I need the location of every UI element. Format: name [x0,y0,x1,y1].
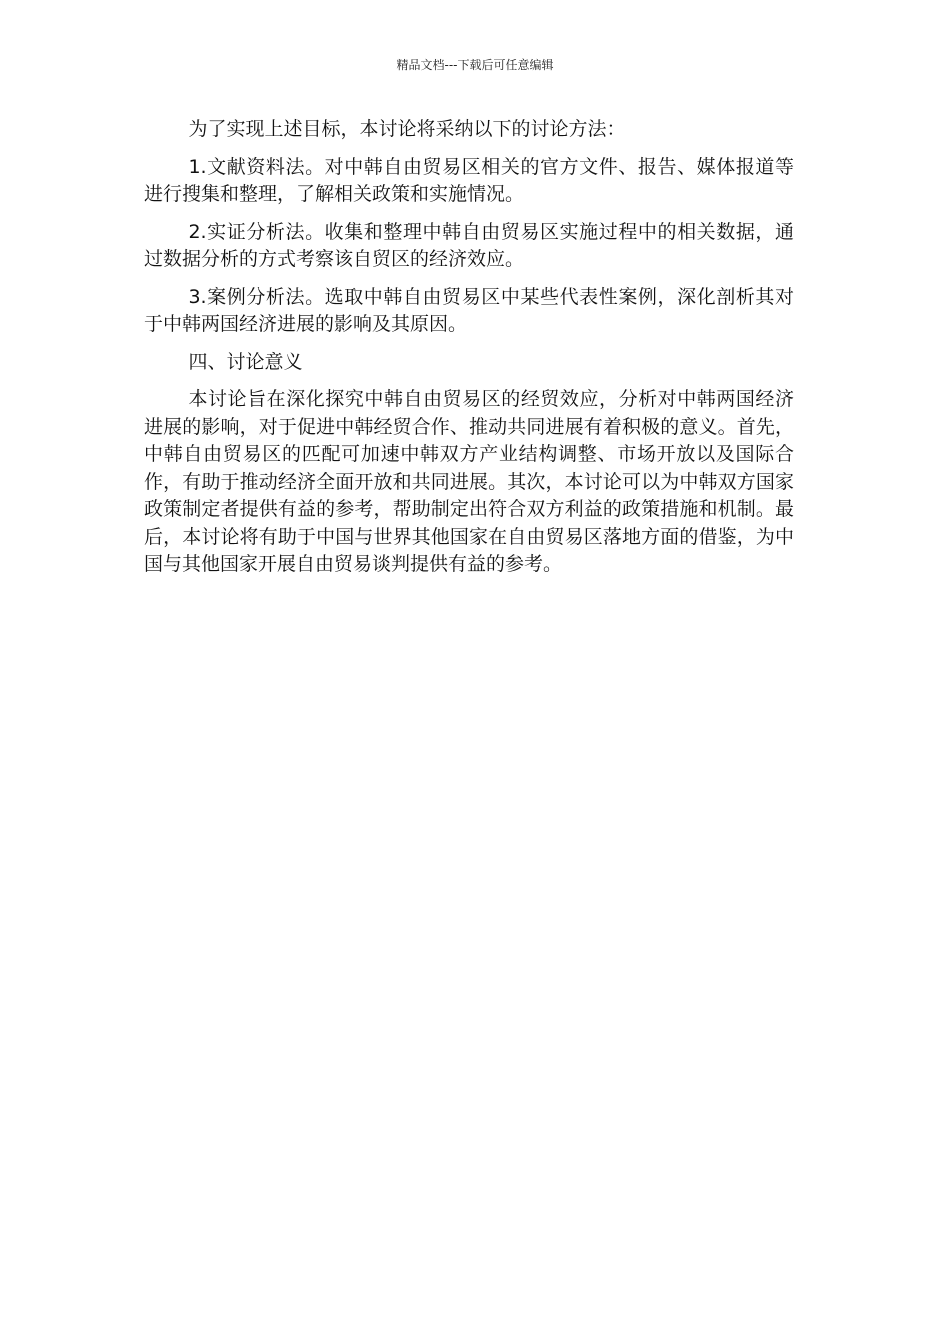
significance-paragraph: 本讨论旨在深化探究中韩自由贸易区的经贸效应，分析对中韩两国经济进展的影响，对于促进中韩经贸合作、推动共同进展有着积极的意义。首先，中韩自由贸易区的匹配可加速中韩双方产业结构调整、市场开放以及国际合作，有助于推动经济全面开放和共同进展。其次，本讨论可以为中韩双方国家政策制定者提供有益的参考，帮助制定出符合双方利益的政策措施和机制。最后，本讨论将有助于中国与世界其他国家在自由贸易区落地方面的借鉴，为中国与其他国家开展自由贸易谈判提供有益的参考。 [144,388,794,575]
method-empirical-paragraph: 2.实证分析法。收集和整理中韩自由贸易区实施过程中的相关数据，通过数据分析的方式考察该自贸区的经济效应。 [144,220,794,270]
methods-intro-paragraph: 为了实现上述目标，本讨论将采纳以下的讨论方法： [188,118,626,140]
section-heading-significance: 四、讨论意义 [188,350,303,373]
document-body [144,116,794,589]
page-header: 精品文档---下载后可任意编辑 [396,58,554,72]
method-literature-paragraph: 1.文献资料法。对中韩自由贸易区相关的官方文件、报告、媒体报道等进行搜集和整理，了解相关政策和实施情况。 [144,155,794,205]
method-case-paragraph: 3.案例分析法。选取中韩自由贸易区中某些代表性案例，深化剖析其对于中韩两国经济进展的影响及其原因。 [144,285,794,335]
